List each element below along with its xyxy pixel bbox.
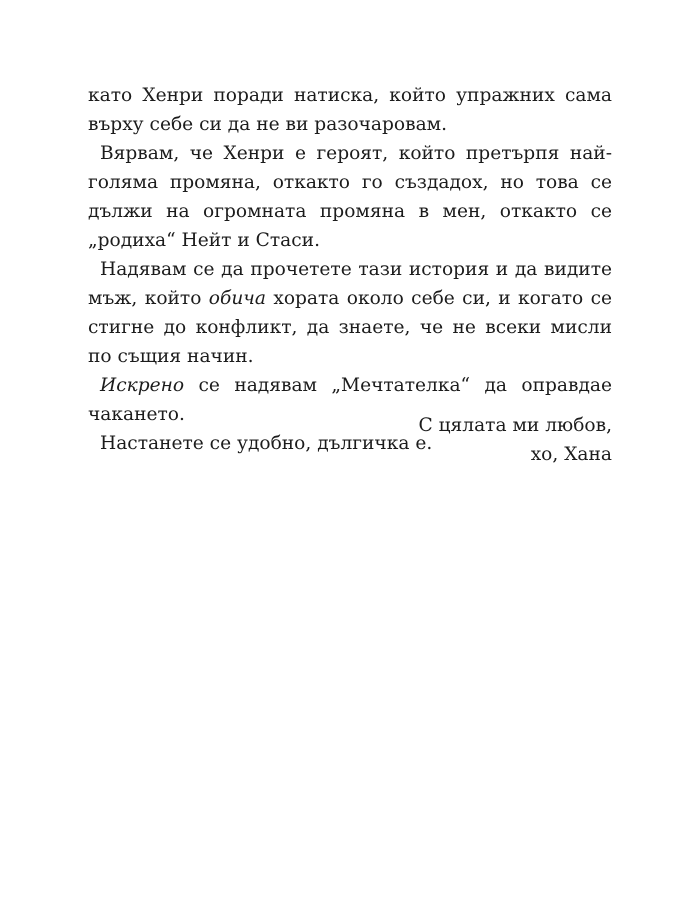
paragraph-4-text: се надявам „Мечтателка“ да оправдае чакането. bbox=[88, 375, 612, 425]
paragraph-3 bbox=[88, 255, 612, 371]
paragraph-3-text-b: хората около себе си, и когато се стигне до конфликт, да знаете, че не всеки мисли по същия начин. bbox=[88, 288, 612, 367]
paragraph-2 bbox=[88, 139, 612, 255]
paragraph-3-emphasis: обича bbox=[208, 288, 266, 309]
page-body bbox=[88, 81, 612, 458]
paragraph-3-text-a: Надявам се да прочетете тази история и да видите мъж, който bbox=[88, 259, 612, 309]
paragraph-2-text: Вярвам, че Хенри е героят, който претърпя най-голяма промяна, откакто го създадох, но това се дължи на огромната промяна в мен, откакто се „родиха“ Нейт и Стаси. bbox=[88, 143, 612, 251]
signoff-closing: С цялата ми любов, bbox=[418, 415, 612, 436]
paragraph-4-emphasis: Искрено bbox=[100, 375, 185, 396]
paragraph-1-text: като Хенри поради натиска, който упражних сама върху себе си да не ви разочаровам. bbox=[88, 85, 612, 135]
signoff-signature: хо, Хана bbox=[530, 444, 612, 465]
signoff bbox=[418, 411, 612, 469]
paragraph-1 bbox=[88, 81, 612, 139]
paragraph-5-text: Настанете се удобно, дългичка е. bbox=[100, 433, 433, 454]
